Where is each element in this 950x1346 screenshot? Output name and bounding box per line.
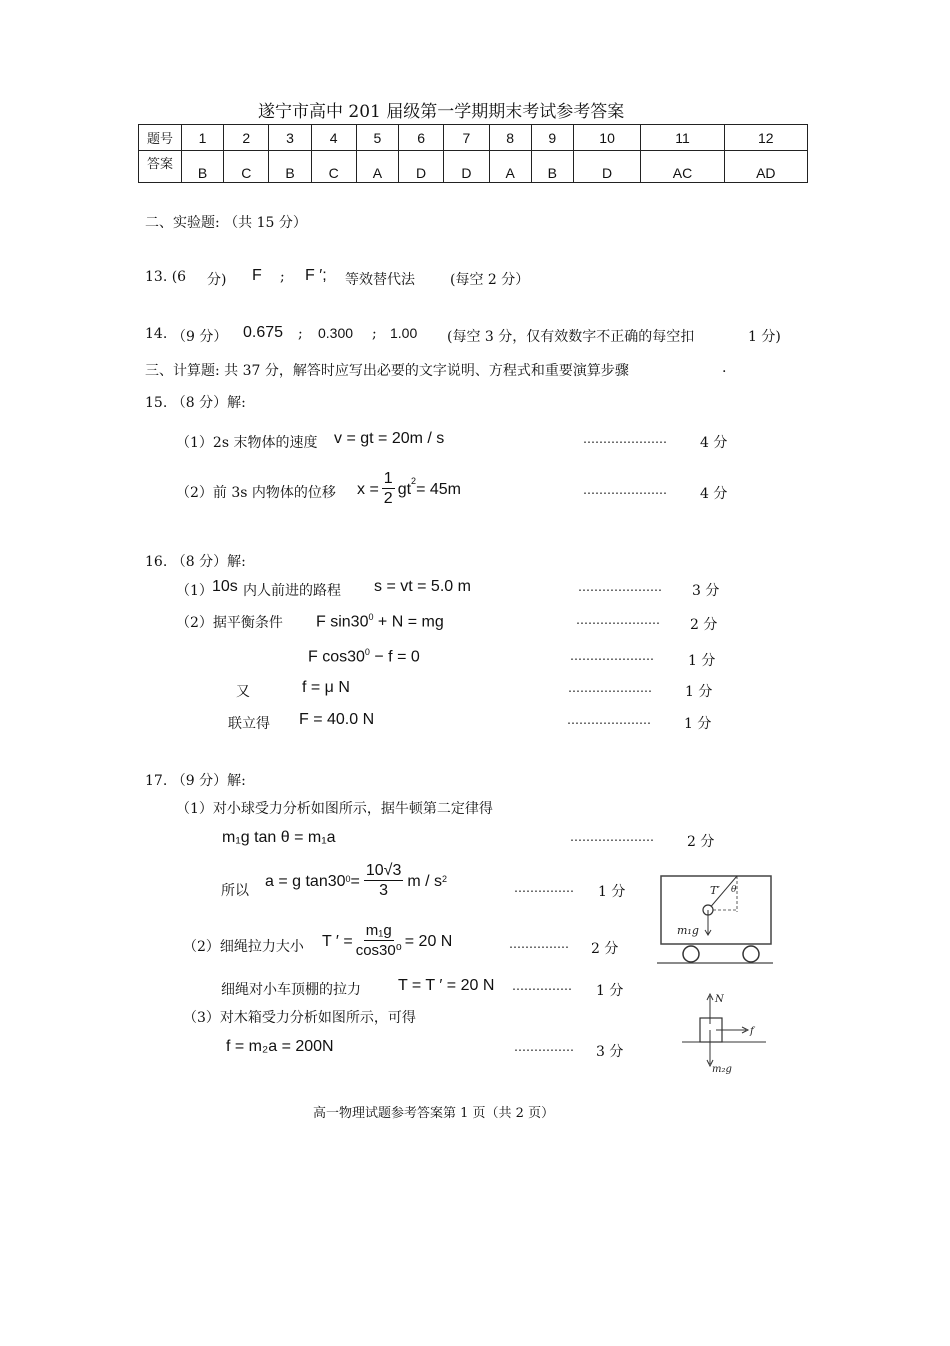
eq-unit: m / s	[407, 872, 443, 890]
table-cell: 4	[311, 125, 356, 151]
table-cell: D	[444, 151, 489, 183]
q17-line4-equation	[322, 922, 452, 961]
table-cell: B	[269, 151, 311, 183]
table-cell: AD	[724, 151, 807, 183]
q14-separator: ;	[372, 326, 377, 342]
eq-exponent: 0	[345, 874, 351, 884]
table-cell: A	[489, 151, 531, 183]
q17-line5-score: 1 分	[596, 983, 624, 999]
score-leader-dots: …………………	[568, 681, 652, 695]
score-leader-dots: …………………	[583, 432, 667, 446]
table-cell: 11	[641, 125, 724, 151]
q17-line1: （1）对小球受力分析如图所示，据牛顿第二定律得	[176, 801, 493, 817]
score-leader-dots: …………………	[567, 713, 651, 727]
score-leader-dots: …………………	[578, 580, 662, 594]
gravity-label: m₁g	[677, 924, 699, 937]
page-title: 遂宁市高中 201 届级第一学期期末考试参考答案	[258, 102, 625, 122]
eq-rhs: = 45m	[416, 480, 461, 498]
q17-line2-score: 2 分	[687, 834, 715, 850]
q15-part1-label: （1）2s 末物体的速度	[176, 435, 318, 451]
q17-line2-equation: m₁g tan θ = m₁a	[222, 829, 336, 846]
score-leader-dots: …………………	[570, 649, 654, 663]
eq-exponent: 0	[364, 647, 370, 657]
q17-line3-label: 所以	[221, 883, 249, 899]
q14-score: （9 分）	[172, 329, 228, 345]
table-cell: 5	[356, 125, 398, 151]
q13-number: 13. (6	[145, 269, 187, 285]
q16-heading: 16. （8 分）解:	[145, 554, 246, 570]
q14-answer-3: 1.00	[390, 325, 418, 341]
table-cell: 10	[573, 125, 641, 151]
table-cell: 9	[531, 125, 573, 151]
q16-line1-emphasis: 10s	[212, 578, 238, 595]
q16-line2-label: （2）据平衡条件	[176, 615, 283, 631]
q13-note: (每空 2 分）	[450, 272, 530, 288]
q15-part1-equation: v = gt = 20m / s	[334, 430, 445, 447]
eq-term: gt	[397, 480, 412, 498]
q13-answer-1: F	[252, 267, 262, 284]
score-leader-dots: …………………	[576, 613, 660, 627]
eq-part: F cos30	[308, 648, 365, 666]
table-cell: 2	[224, 125, 269, 151]
fraction-numerator: 10√3	[365, 862, 402, 879]
q14-separator: ;	[298, 326, 303, 342]
q16-line5-equation: F = 40.0 N	[299, 711, 375, 728]
eq-part: − f = 0	[369, 648, 420, 666]
page-footer: 高一物理试题参考答案第 1 页（共 2 页）	[313, 1106, 555, 1121]
q17-line5-equation: T = T ′ = 20 N	[398, 977, 495, 994]
cart-force-diagram	[655, 872, 775, 968]
table-cell: 8	[489, 125, 531, 151]
q14-answer-1: 0.675	[243, 324, 284, 341]
eq-exponent: 0	[368, 612, 374, 622]
q16-line5-score: 1 分	[684, 716, 712, 732]
score-leader-dots: ……………	[509, 937, 569, 951]
q13-answer-3: 等效替代法	[345, 272, 415, 288]
table-row	[139, 125, 808, 151]
q16-line1-text: 内人前进的路程	[243, 583, 341, 599]
table-cell: C	[224, 151, 269, 183]
q16-line4-equation: f = μ N	[302, 679, 350, 696]
q17-line4-label: （2）细绳拉力大小	[183, 939, 304, 955]
table-row	[139, 151, 808, 183]
score-leader-dots: ……………	[514, 881, 574, 895]
table-cell: A	[356, 151, 398, 183]
normal-force-label: N	[715, 994, 724, 1005]
eq-part: F sin30	[316, 613, 369, 631]
box-force-diagram	[680, 988, 770, 1076]
table-cell: 12	[724, 125, 807, 151]
q13-separator: ;	[280, 269, 285, 285]
fraction	[364, 862, 403, 901]
q15-part1-score: 4 分	[700, 435, 728, 451]
wheel	[683, 946, 699, 962]
fraction-denominator: cos30⁰	[355, 942, 402, 959]
section-heading-period: .	[722, 360, 727, 376]
q17-line6: （3）对木箱受力分析如图所示，可得	[183, 1010, 416, 1026]
q17-line3-equation	[265, 862, 447, 901]
q16-line3-score: 1 分	[688, 653, 716, 669]
table-cell: B	[531, 151, 573, 183]
q17-line4-score: 2 分	[591, 941, 619, 957]
table-cell: 6	[398, 125, 443, 151]
section-heading-calculation: 三、计算题: 共 37 分，解答时应写出必要的文字说明、方程式和重要演算步骤	[145, 363, 629, 379]
q17-line3-score: 1 分	[598, 884, 626, 900]
q16-line4-label: 又	[236, 684, 250, 700]
q17-line5-label: 细绳对小车顶棚的拉力	[221, 982, 361, 998]
eq-exponent: 2	[411, 476, 417, 486]
eq-part: + N = mg	[373, 613, 444, 631]
q16-line1-score: 3 分	[692, 583, 720, 599]
q14-note: (每空 3 分，仅有效数字不正确的每空扣	[447, 329, 695, 345]
angle-label: θ	[731, 885, 737, 895]
tension-label: T′	[710, 884, 720, 897]
table-cell: 1	[182, 125, 224, 151]
eq-part: =	[350, 872, 360, 890]
row-header-number: 题号	[139, 125, 182, 151]
table-cell: 7	[444, 125, 489, 151]
q16-line4-score: 1 分	[685, 684, 713, 700]
q15-part2-label: （2）前 3s 内物体的位移	[176, 485, 336, 501]
table-cell: D	[573, 151, 641, 183]
q16-line5-label: 联立得	[228, 716, 270, 732]
answer-table	[138, 124, 808, 183]
section-heading-experiment: 二、实验题: （共 15 分）	[145, 215, 307, 231]
q16-line3-equation	[308, 647, 420, 666]
gravity-label: m₂g	[712, 1064, 732, 1075]
q16-line2-score: 2 分	[690, 617, 718, 633]
table-cell: D	[398, 151, 443, 183]
q17-line7-equation: f = m₂a = 200N	[226, 1038, 334, 1055]
q15-part2-equation	[357, 470, 461, 509]
q16-line1-equation: s = vt = 5.0 m	[374, 578, 471, 595]
q16-line2-equation	[316, 612, 444, 631]
eq-lhs: T ′ =	[322, 932, 353, 950]
q15-part2-score: 4 分	[700, 486, 728, 502]
eq-exponent: 2	[442, 874, 448, 884]
q17-heading: 17. （9 分）解:	[145, 773, 246, 789]
eq-rhs: = 20 N	[404, 932, 453, 950]
table-cell: 3	[269, 125, 311, 151]
q14-note-end: 1 分)	[748, 329, 781, 345]
fraction-denominator: 3	[379, 882, 389, 899]
fraction	[356, 922, 402, 961]
q14-number: 14.	[145, 326, 168, 342]
q16-line1-label: （1）	[176, 583, 213, 599]
wheel	[743, 946, 759, 962]
eq-lhs: x =	[357, 480, 379, 498]
fraction	[382, 470, 395, 509]
q15-heading: 15. （8 分）解:	[145, 395, 246, 411]
fraction-numerator: m₁g	[365, 922, 392, 939]
q13-score-unit: 分)	[207, 272, 227, 288]
q17-line7-score: 3 分	[596, 1044, 624, 1060]
table-cell: B	[182, 151, 224, 183]
score-leader-dots: ……………	[512, 979, 572, 993]
score-leader-dots: ……………	[514, 1040, 574, 1054]
row-header-answer: 答案	[139, 151, 182, 183]
fraction-denominator: 2	[383, 490, 393, 507]
table-cell: C	[311, 151, 356, 183]
q13-answer-2: F ′;	[305, 267, 327, 284]
score-leader-dots: …………………	[570, 830, 654, 844]
score-leader-dots: …………………	[583, 483, 667, 497]
q14-answer-2: 0.300	[318, 325, 354, 341]
friction-label: f	[750, 1026, 754, 1037]
fraction-numerator: 1	[383, 470, 393, 487]
table-cell: AC	[641, 151, 724, 183]
eq-part: a = g tan30	[265, 872, 346, 890]
